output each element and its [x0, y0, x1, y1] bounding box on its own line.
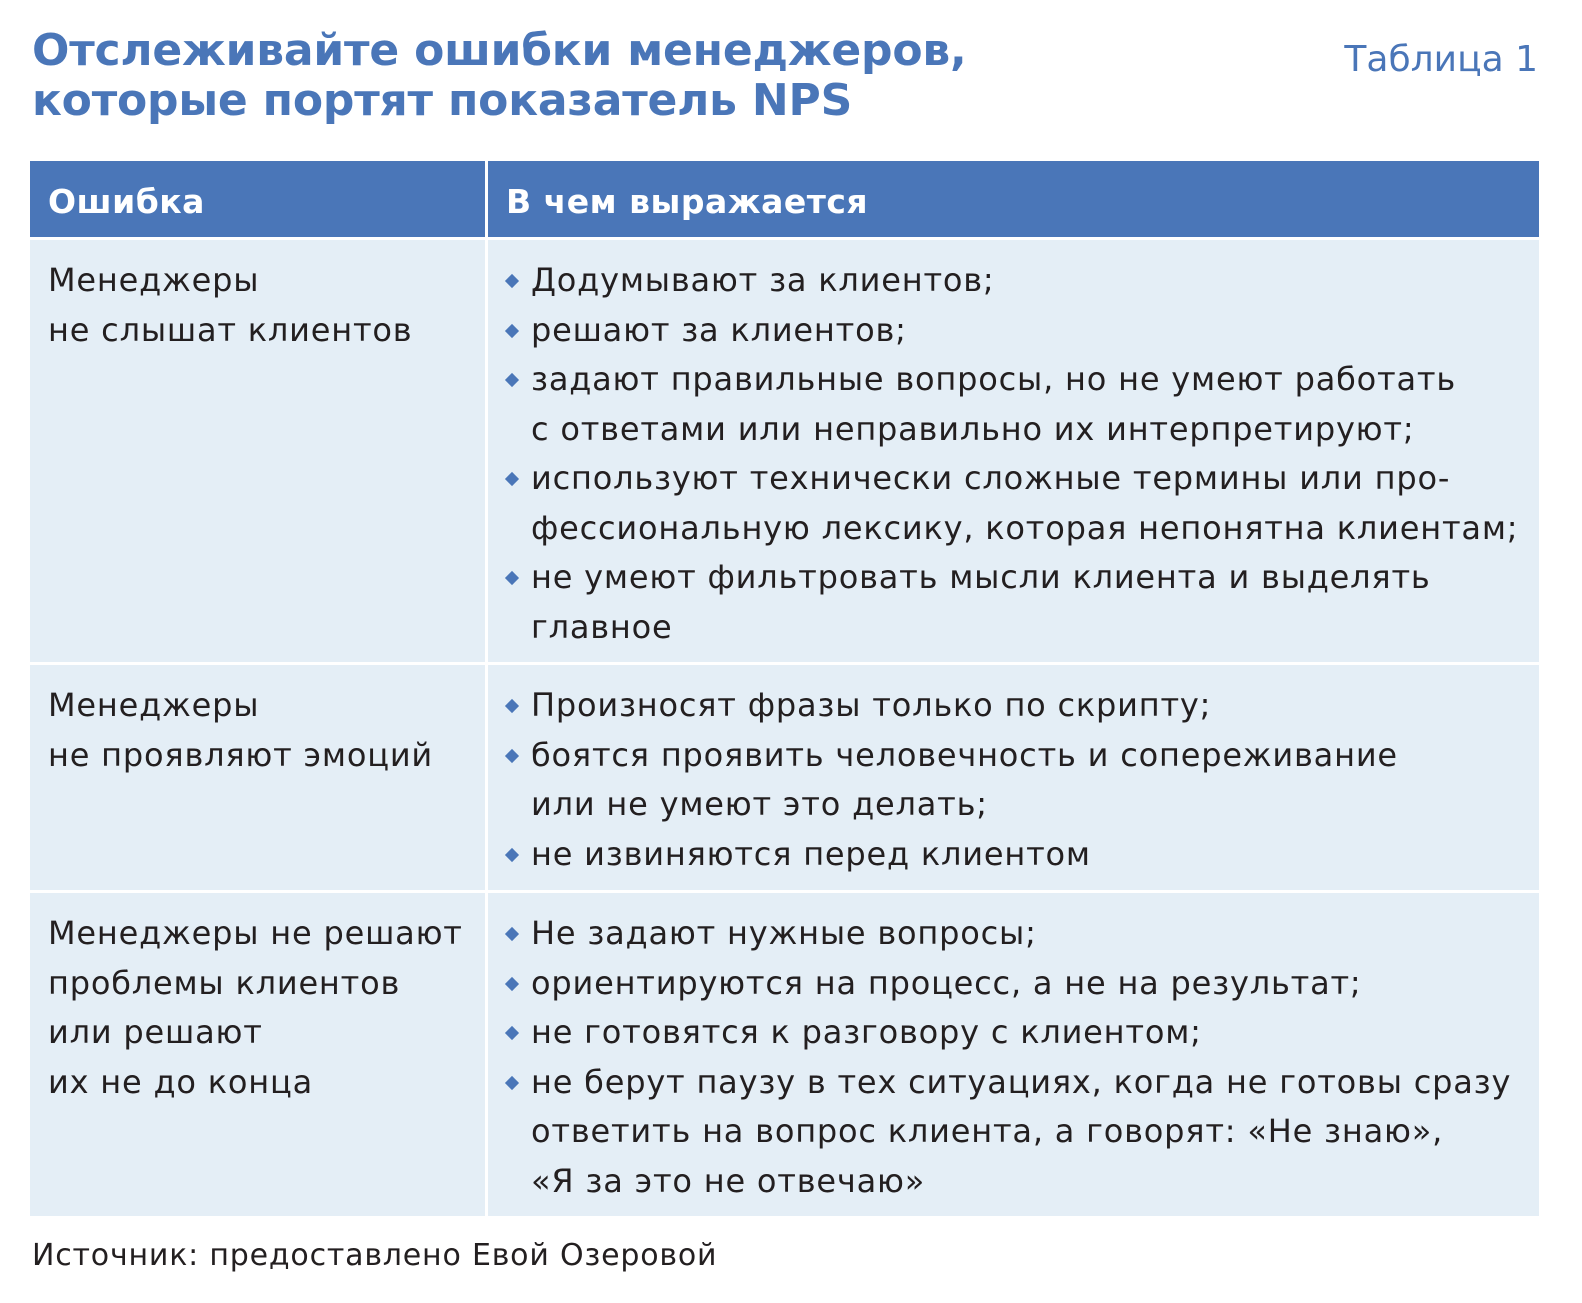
diamond-bullet-icon: [505, 1075, 519, 1089]
list-item: [506, 909, 1525, 959]
list-item-text: решают за клиентов;: [531, 310, 907, 349]
list-item: [506, 731, 1525, 830]
title-line-1: Отслеживайте ошибки менеджеров,: [32, 25, 967, 76]
list-item: [506, 306, 1525, 356]
list-item-text: Додумывают за клиентов;: [531, 261, 995, 299]
list-item-text: задают правильные вопросы, но не умеют работать: [531, 360, 1456, 398]
manifestation-list: [506, 681, 1525, 879]
error-cell: [30, 893, 485, 1216]
error-cell: [30, 665, 485, 890]
list-item-text: боятся проявить человечность и сопереживание: [531, 735, 1398, 774]
manifestation-cell: [488, 240, 1539, 662]
error-text-line: их не до конца: [48, 1062, 313, 1101]
list-item-text: ответить на вопрос клиента, а говорят: «Не знаю»,: [531, 1112, 1444, 1150]
list-item: [506, 1008, 1525, 1058]
list-item: [506, 959, 1525, 1009]
table-number-label: Таблица 1: [1344, 39, 1538, 80]
list-item: [506, 256, 1525, 306]
diamond-bullet-icon: [505, 699, 519, 713]
error-text-line: проблемы клиентов: [48, 963, 401, 1002]
list-item-text: не извиняются перед клиентом: [531, 834, 1091, 873]
list-item: [506, 830, 1525, 880]
page-title: [32, 26, 967, 126]
diamond-bullet-icon: [505, 847, 519, 861]
list-item-text: Произносят фразы только по скрипту;: [531, 686, 1212, 724]
diamond-bullet-icon: [505, 373, 519, 387]
list-item: [506, 1058, 1525, 1207]
errors-table: [30, 161, 1539, 1216]
list-item-text: используют технически сложные термины или про-: [531, 459, 1451, 497]
list-item: [506, 454, 1525, 553]
list-item-text: Не задают нужные вопросы;: [531, 914, 1037, 952]
manifestation-list: [506, 256, 1525, 652]
list-item: [506, 553, 1525, 652]
list-item-text: «Я за это не отвечаю»: [531, 1161, 926, 1200]
diamond-bullet-icon: [505, 976, 519, 990]
diamond-bullet-icon: [505, 274, 519, 288]
list-item-text: не готовятся к разговору с клиентом;: [531, 1013, 1202, 1051]
error-text-line: не проявляют эмоций: [48, 735, 434, 774]
column-header-manifestation: В чем выражается: [488, 161, 1539, 237]
diamond-bullet-icon: [505, 748, 519, 762]
list-item-text: или не умеют это делать;: [531, 785, 988, 823]
list-item-text: с ответами или неправильно их интерпретируют;: [531, 409, 1415, 448]
error-text-line: Менеджеры: [48, 261, 260, 299]
error-text-line: или решают: [48, 1013, 263, 1051]
error-text-line: Менеджеры: [48, 686, 260, 724]
list-item-text: не берут паузу в тех ситуациях, когда не готовы сразу: [531, 1062, 1512, 1101]
diamond-bullet-icon: [505, 323, 519, 337]
list-item-text: фессиональную лексику, которая непонятна клиентам;: [531, 508, 1519, 547]
manifestation-cell: [488, 893, 1539, 1216]
title-line-2: которые портят показатель NPS: [32, 75, 853, 126]
error-cell: [30, 240, 485, 662]
error-text-line: Менеджеры не решают: [48, 914, 463, 952]
source-note: Источник: предоставлено Евой Озеровой: [32, 1238, 718, 1273]
list-item-text: не умеют фильтровать мысли клиента и выделять: [531, 558, 1431, 596]
list-item: [506, 355, 1525, 454]
manifestation-cell: [488, 665, 1539, 890]
column-header-error: Ошибка: [30, 161, 485, 237]
diamond-bullet-icon: [505, 927, 519, 941]
error-text-line: не слышат клиентов: [48, 310, 413, 349]
manifestation-list: [506, 909, 1525, 1206]
list-item-text: главное: [531, 607, 673, 646]
list-item-text: ориентируются на процесс, а не на результат;: [531, 963, 1362, 1002]
diamond-bullet-icon: [505, 1026, 519, 1040]
list-item: [506, 681, 1525, 731]
diamond-bullet-icon: [505, 571, 519, 585]
diamond-bullet-icon: [505, 472, 519, 486]
